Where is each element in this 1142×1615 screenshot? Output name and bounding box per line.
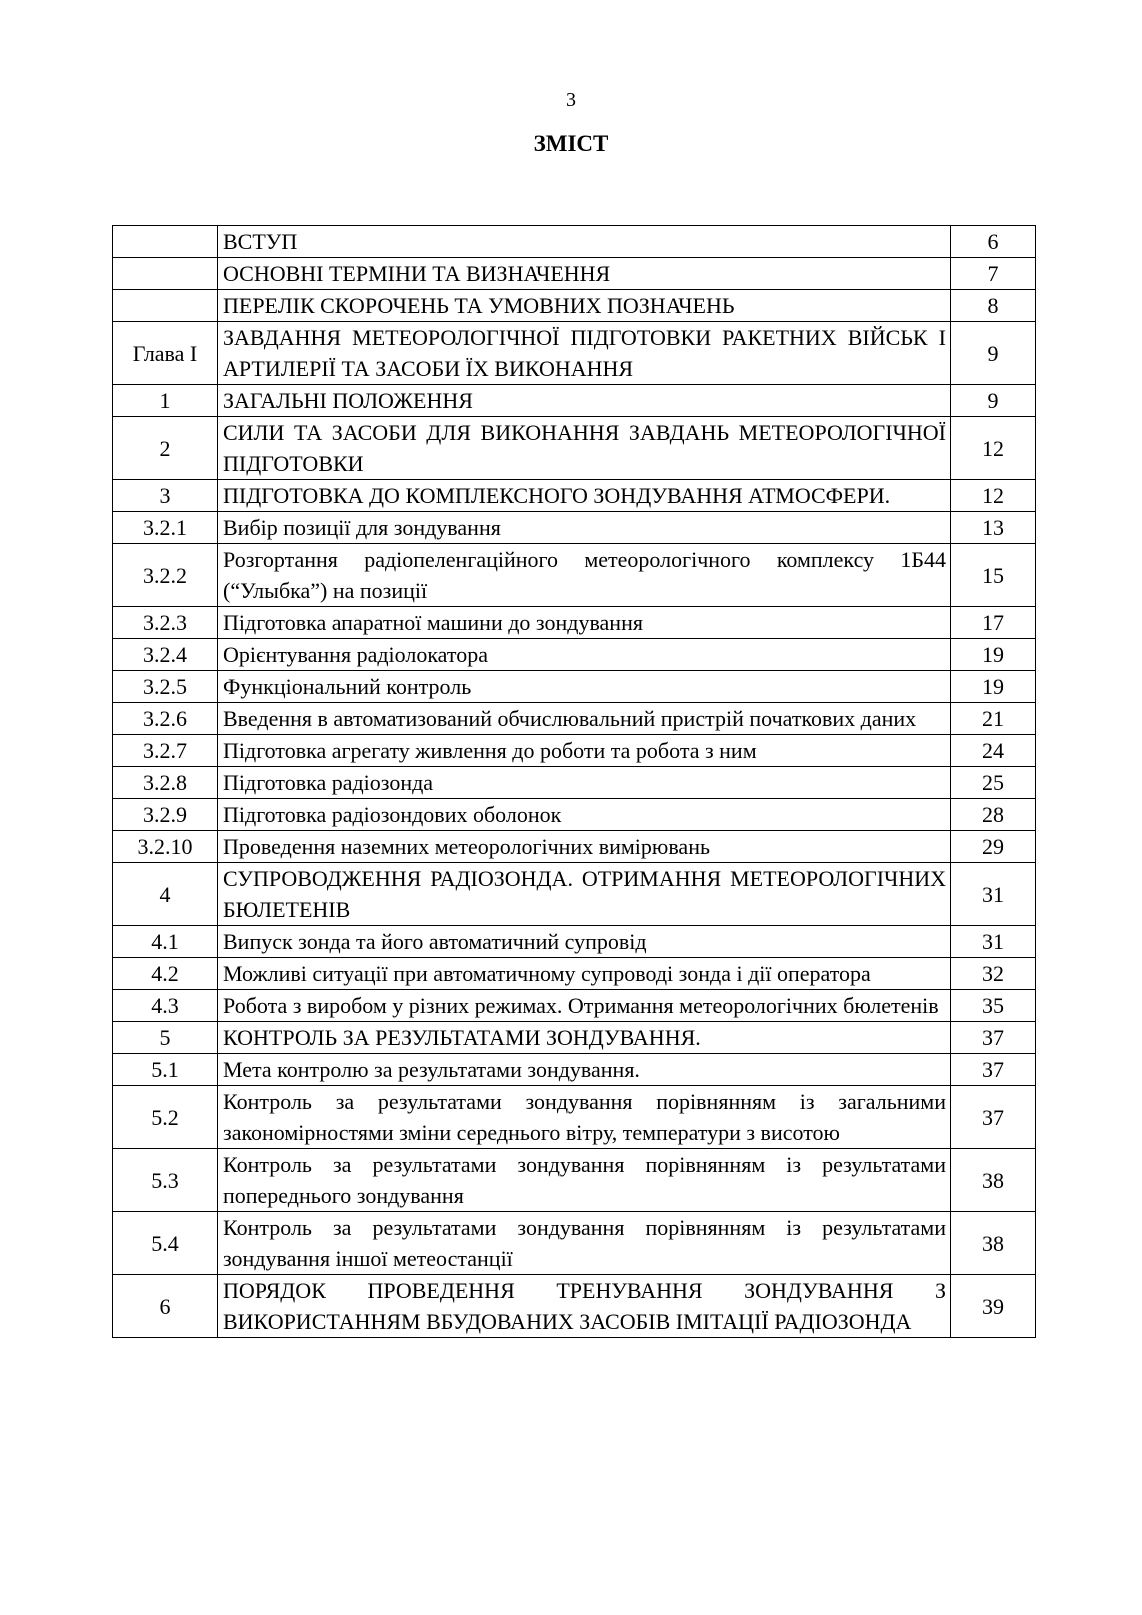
toc-row [113,639,1036,671]
toc-section-title: Контроль за результатами зондування порівнянням із загальними закономірностями зміни середнього вітру, температури з висотою [218,1086,951,1149]
toc-row [113,799,1036,831]
toc-section-title: Підготовка апаратної машини до зондування [218,607,951,639]
toc-row [113,544,1036,607]
toc-section-number: 3.2.5 [113,671,218,703]
toc-section-title: СИЛИ ТА ЗАСОБИ ДЛЯ ВИКОНАННЯ ЗАВДАНЬ МЕТЕОРОЛОГІЧНОЇ ПІДГОТОВКИ [218,417,951,480]
toc-page-number: 31 [951,926,1036,958]
toc-section-number: 6 [113,1275,218,1338]
toc-page-number: 37 [951,1086,1036,1149]
toc-section-title: Проведення наземних метеорологічних вимірювань [218,831,951,863]
toc-section-number: 5.2 [113,1086,218,1149]
toc-section-number: Глава І [113,322,218,385]
toc-page-number: 29 [951,831,1036,863]
toc-row [113,863,1036,926]
toc-row [113,607,1036,639]
toc-row [113,767,1036,799]
toc-section-number: 4 [113,863,218,926]
toc-page-number: 21 [951,703,1036,735]
toc-section-title: ЗАВДАННЯ МЕТЕОРОЛОГІЧНОЇ ПІДГОТОВКИ РАКЕТНИХ ВІЙСЬК І АРТИЛЕРІЇ ТА ЗАСОБИ ЇХ ВИКОНАННЯ [218,322,951,385]
toc-section-title: Робота з виробом у різних режимах. Отримання метеорологічних бюлетенів [218,990,951,1022]
toc-section-title: Контроль за результатами зондування порівнянням із результатами зондування іншої метеостанції [218,1212,951,1275]
toc-row [113,258,1036,290]
toc-row [113,831,1036,863]
toc-section-title: Контроль за результатами зондування порівнянням із результатами попереднього зондування [218,1149,951,1212]
toc-section-title: ОСНОВНІ ТЕРМІНИ ТА ВИЗНАЧЕННЯ [218,258,951,290]
toc-section-title: Мета контролю за результатами зондування. [218,1054,951,1086]
toc-page-number: 19 [951,639,1036,671]
toc-section-number: 4.3 [113,990,218,1022]
toc-section-number: 5.1 [113,1054,218,1086]
toc-section-title: ПЕРЕЛІК СКОРОЧЕНЬ ТА УМОВНИХ ПОЗНАЧЕНЬ [218,290,951,322]
toc-page-number: 28 [951,799,1036,831]
toc-row [113,671,1036,703]
toc-section-title: Введення в автоматизований обчислювальний пристрій початкових даних [218,703,951,735]
toc-section-number: 1 [113,385,218,417]
toc-body [113,226,1036,1338]
toc-section-title: Випуск зонда та його автоматичний супровід [218,926,951,958]
toc-section-title: Вибір позиції для зондування [218,512,951,544]
toc-page-number: 32 [951,958,1036,990]
toc-page-number: 24 [951,735,1036,767]
toc-section-number: 5 [113,1022,218,1054]
toc-page-number: 6 [951,226,1036,258]
toc-section-number: 3.2.8 [113,767,218,799]
toc-section-number: 3 [113,480,218,512]
toc-row [113,417,1036,480]
toc-section-number: 3.2.6 [113,703,218,735]
toc-section-number: 3.2.7 [113,735,218,767]
toc-section-number: 3.2.2 [113,544,218,607]
toc-section-title: Підготовка радіозонда [218,767,951,799]
page-number: 3 [566,89,576,111]
toc-page-number: 7 [951,258,1036,290]
toc-page-number: 17 [951,607,1036,639]
toc-section-title: ВСТУП [218,226,951,258]
toc-section-number: 3.2.1 [113,512,218,544]
toc-section-title: Функціональний контроль [218,671,951,703]
toc-section-title: ПІДГОТОВКА ДО КОМПЛЕКСНОГО ЗОНДУВАННЯ АТМОСФЕРИ. [218,480,951,512]
toc-row [113,1054,1036,1086]
toc-row [113,735,1036,767]
toc-page-number: 38 [951,1212,1036,1275]
toc-row [113,1149,1036,1212]
toc-section-title: Розгортання радіопеленгаційного метеорологічного комплексу 1Б44 (“Улыбка”) на позиції [218,544,951,607]
toc-page-number: 35 [951,990,1036,1022]
table-of-contents [112,225,1036,1338]
toc-row [113,480,1036,512]
toc-section-title: КОНТРОЛЬ ЗА РЕЗУЛЬТАТАМИ ЗОНДУВАННЯ. [218,1022,951,1054]
toc-section-title: Орієнтування радіолокатора [218,639,951,671]
toc-row [113,990,1036,1022]
toc-page-number: 12 [951,480,1036,512]
toc-section-number [113,226,218,258]
toc-section-number: 2 [113,417,218,480]
toc-section-number: 4.1 [113,926,218,958]
toc-section-number: 3.2.10 [113,831,218,863]
toc-section-number [113,290,218,322]
toc-page-number: 15 [951,544,1036,607]
toc-section-title: Можливі ситуації при автоматичному супроводі зонда і дії оператора [218,958,951,990]
toc-page-number: 39 [951,1275,1036,1338]
toc-page-number: 13 [951,512,1036,544]
toc-row [113,322,1036,385]
toc-section-number: 3.2.3 [113,607,218,639]
toc-row [113,1086,1036,1149]
toc-row [113,958,1036,990]
toc-page-number: 8 [951,290,1036,322]
toc-section-title: Підготовка агрегату живлення до роботи та робота з ним [218,735,951,767]
toc-section-number [113,258,218,290]
toc-section-number: 4.2 [113,958,218,990]
toc-section-title: ЗАГАЛЬНІ ПОЛОЖЕННЯ [218,385,951,417]
toc-row [113,385,1036,417]
toc-page-number: 37 [951,1022,1036,1054]
toc-row [113,1275,1036,1338]
toc-page-number: 12 [951,417,1036,480]
toc-section-title: Підготовка радіозондових оболонок [218,799,951,831]
toc-section-title: ПОРЯДОК ПРОВЕДЕННЯ ТРЕНУВАННЯ ЗОНДУВАННЯ З ВИКОРИСТАННЯМ ВБУДОВАНИХ ЗАСОБІВ ІМІТАЦІЇ РАДІОЗОНДА [218,1275,951,1338]
toc-section-number: 5.3 [113,1149,218,1212]
toc-row [113,1022,1036,1054]
toc-section-number: 3.2.9 [113,799,218,831]
toc-page-number: 38 [951,1149,1036,1212]
toc-row [113,703,1036,735]
toc-section-title: СУПРОВОДЖЕННЯ РАДІОЗОНДА. ОТРИМАННЯ МЕТЕОРОЛОГІЧНИХ БЮЛЕТЕНІВ [218,863,951,926]
toc-page-number: 19 [951,671,1036,703]
toc-section-number: 5.4 [113,1212,218,1275]
toc-row [113,290,1036,322]
toc-page-number: 37 [951,1054,1036,1086]
toc-row [113,512,1036,544]
toc-row [113,226,1036,258]
toc-page-number: 31 [951,863,1036,926]
toc-section-number: 3.2.4 [113,639,218,671]
toc-page-number: 9 [951,322,1036,385]
toc-row [113,926,1036,958]
toc-row [113,1212,1036,1275]
toc-page-number: 25 [951,767,1036,799]
toc-page-number: 9 [951,385,1036,417]
page-title: ЗМІСТ [533,131,609,156]
